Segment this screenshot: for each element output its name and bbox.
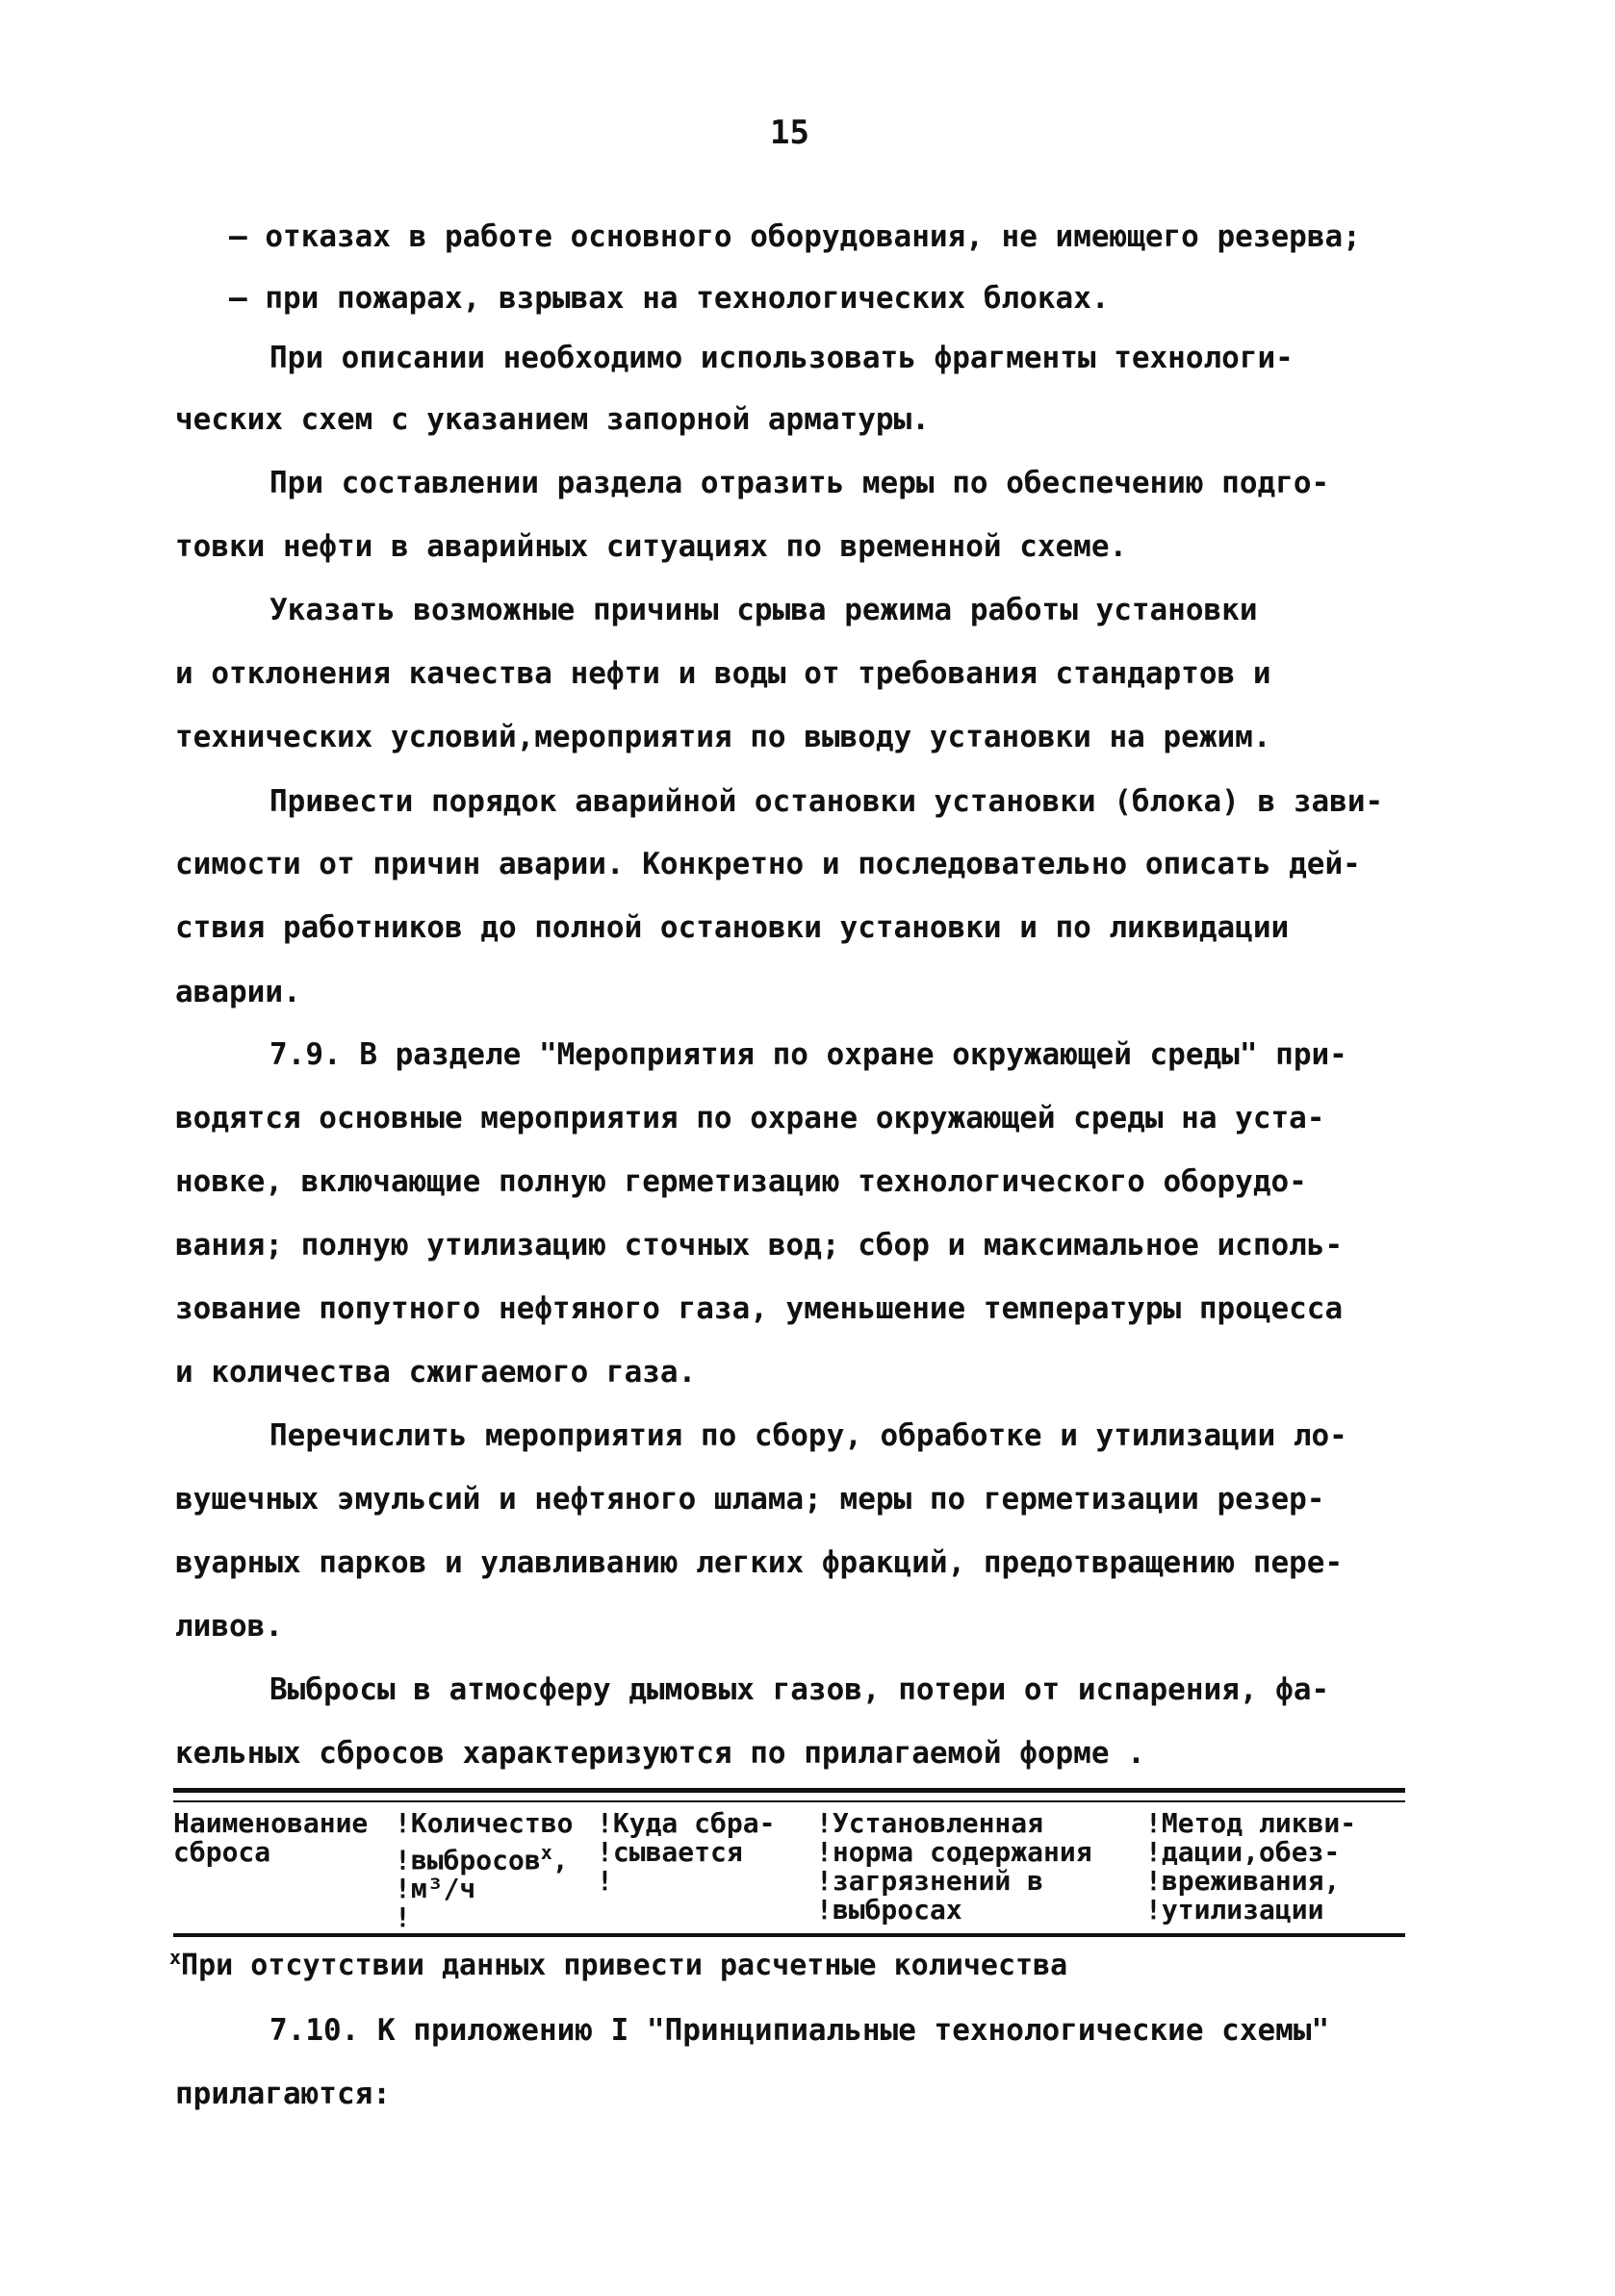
paragraph-line: товки нефти в аварийных ситуациях по временной схеме. — [175, 529, 1128, 564]
list-item-fire: – при пожарах, взрывах на технологических блоках. — [229, 281, 1110, 316]
paragraph-line: аварии. — [175, 975, 301, 1009]
paragraph-line: вуарных парков и улавливанию легких фракций, предотвращению пере- — [175, 1545, 1344, 1580]
paragraph-line: вания; полную утилизацию сточных вод; сбор и максимальное исполь- — [175, 1228, 1344, 1263]
paragraph-line: новке, включающие полную герметизацию технологического оборудо- — [175, 1164, 1307, 1199]
paragraph-line: При составлении раздела отразить меры по обеспечению подго- — [269, 466, 1330, 500]
paragraph-line: Указать возможные причины срыва режима работы установки — [269, 593, 1258, 627]
table-header-destination: !Куда сбра- !сывается ! — [597, 1807, 776, 1897]
page-number: 15 — [770, 114, 809, 152]
paragraph-line: Выбросы в атмосферу дымовых газов, потери от испарения, фа- — [269, 1672, 1330, 1707]
section-7-9-heading-line: 7.9. В разделе "Мероприятия по охране окружающей среды" при- — [269, 1037, 1347, 1072]
paragraph-line: зование попутного нефтяного газа, уменьшение температуры процесса — [175, 1291, 1344, 1326]
footnote-text: При отсутствии данных привести расчетные количества — [181, 1949, 1068, 1982]
footnote — [169, 1946, 1067, 1982]
paragraph-line: и количества сжигаемого газа. — [175, 1355, 697, 1390]
footnote-mark: х — [169, 1946, 182, 1969]
paragraph-line: Перечислить мероприятия по сбору, обработке и утилизации ло- — [269, 1418, 1347, 1453]
table-top-rule-thin — [173, 1800, 1405, 1802]
paragraph-line: ствия работников до полной остановки установки и по ликвидации — [175, 910, 1290, 945]
paragraph-line: технических условий,мероприятия по выводу установки на режим. — [175, 720, 1271, 754]
table-header-name: Наименование сброса — [173, 1807, 369, 1868]
paragraph-line: ческих схем с указанием запорной арматуры. — [175, 402, 930, 437]
table-header-norm: !Установленная !норма содержания !загрязнений в !выбросах — [816, 1807, 1092, 1926]
paragraph-line: ливов. — [175, 1609, 283, 1644]
table-header-method: !Метод ликви- !дации,обез- !вреживания, !утилизации — [1145, 1807, 1357, 1926]
paragraph-line: и отклонения качества нефти и воды от требования стандартов и — [175, 656, 1271, 691]
table-header-quantity: !Количество !выбросов$^х$, !м³/ч ! — [395, 1807, 574, 1934]
paragraph-line: Привести порядок аварийной остановки установки (блока) в зави- — [269, 784, 1384, 819]
paragraph-line: водятся основные мероприятия по охране окружающей среды на уста- — [175, 1101, 1325, 1135]
paragraph-line: симости от причин аварии. Конкретно и последовательно описать дей- — [175, 847, 1361, 881]
paragraph-line: При описании необходимо использовать фрагменты технологи- — [269, 341, 1294, 375]
table-top-rule — [173, 1788, 1405, 1793]
paragraph-line: вушечных эмульсий и нефтяного шлама; меры по герметизации резер- — [175, 1482, 1325, 1517]
table-bottom-rule — [173, 1933, 1405, 1937]
list-item-failure: – отказах в работе основного оборудования, не имеющего резерва; — [229, 219, 1361, 254]
section-7-10-line: 7.10. К приложению I "Принципиальные технологические схемы" — [269, 2013, 1330, 2048]
paragraph-line: прилагаются: — [175, 2077, 391, 2111]
paragraph-line: кельных сбросов характеризуются по прилагаемой форме . — [175, 1736, 1145, 1771]
